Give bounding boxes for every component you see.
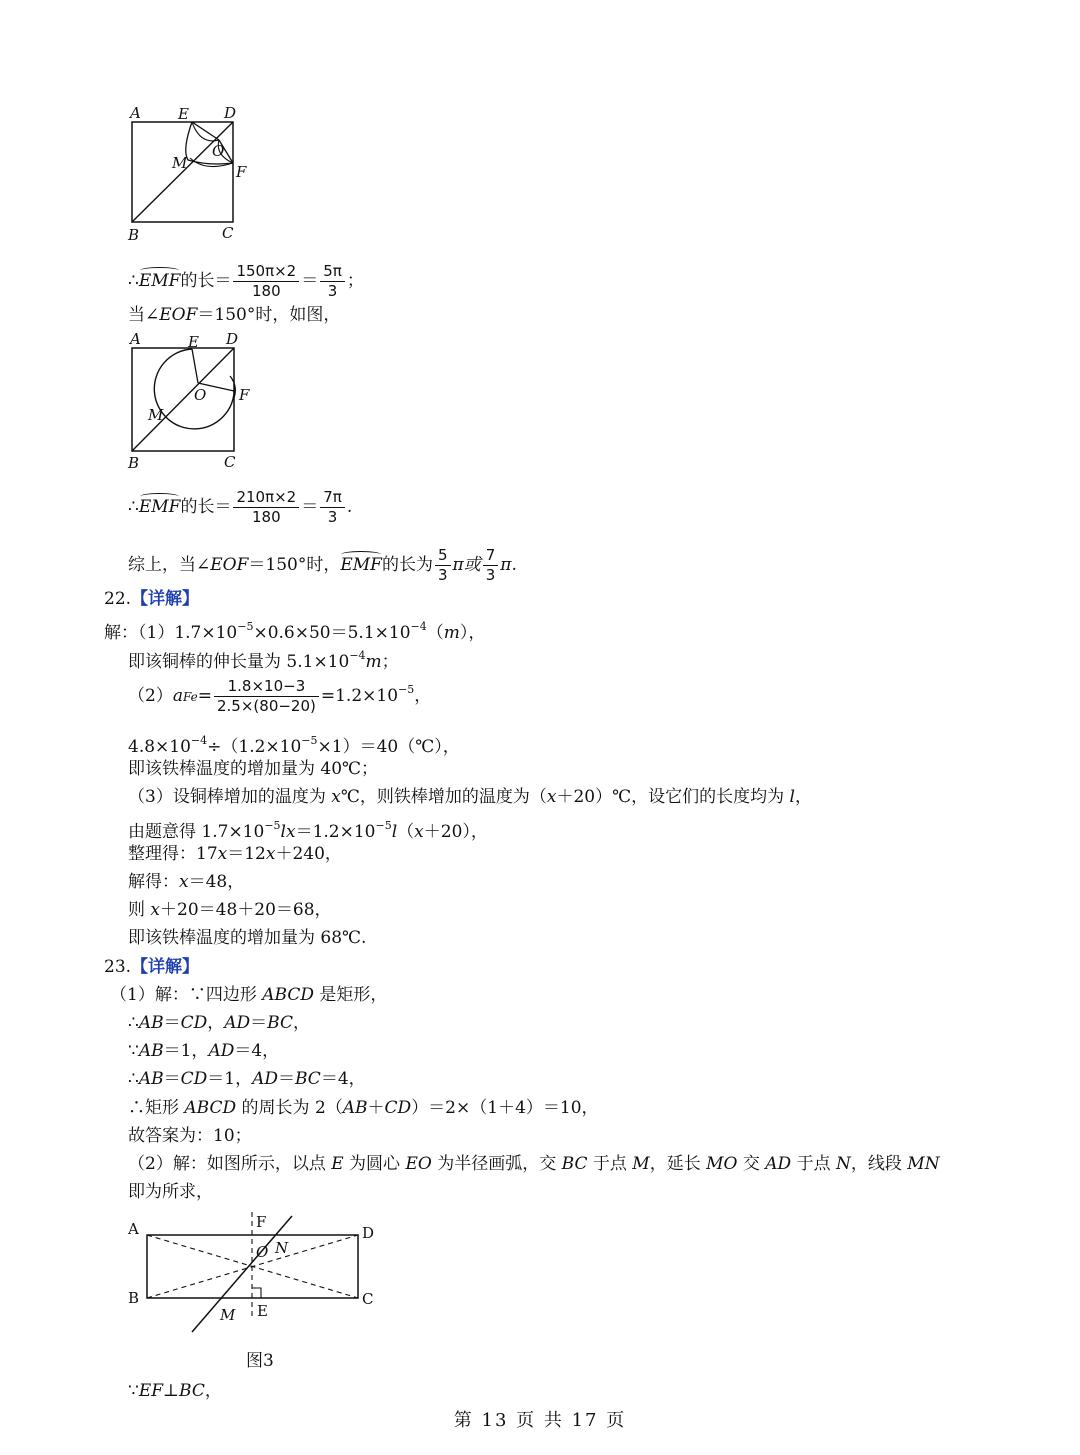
q23-line4: ∴AB＝CD＝1，AD＝BC＝4，: [128, 1069, 366, 1089]
fig2-label-C: C: [224, 453, 236, 471]
q22-line7: 由题意得 $1.7\times 10^{-5}lx=1.2\times 10^{-5}l(x+20)$，: [128, 819, 488, 842]
fraction: $\frac{150\pi\times 2}{180}$: [233, 262, 299, 301]
fig3-label-A: A: [128, 1220, 139, 1238]
figure-square-2: [120, 326, 265, 476]
fig1-label-C: C: [222, 224, 234, 242]
q23-line2: ∴AB＝CD，AD＝BC，: [128, 1013, 310, 1033]
fig1-label-B: B: [128, 226, 140, 244]
fig3-label-B: B: [128, 1289, 140, 1307]
figure-square-1: [120, 100, 260, 250]
q21-line1: ∴EMF的长＝ $\frac{150\pi\times 2}{180}$ ＝ $\frac{5\pi}{3}$ ；: [128, 262, 364, 300]
q22-line1: 解：$(1)1.7\times 10^{-5}\times 0.6\times 50=5.1\times 10^{-4}(m)$，: [104, 620, 486, 643]
page-footer: 第 13 页 共 17 页: [453, 1410, 627, 1431]
fraction: $\frac{7\pi}{3}$: [320, 488, 345, 527]
fig2-label-F: F: [239, 386, 250, 404]
q22-line10: 则 x＋20＝48＋20＝68，: [128, 900, 332, 920]
q23-line3: ∵AB＝1，AD＝4，: [128, 1041, 280, 1061]
arc-emf: EMF: [340, 555, 382, 575]
q23-line9: ∵EF⊥BC，: [128, 1381, 222, 1401]
q22-line4: $4.8\times 10^{-4}\div(1.2\times 10^{-5}\times 1)=40(℃)$，: [128, 734, 460, 757]
q22-line8: 整理得：17x＝12x＋240，: [128, 844, 342, 864]
figure-rectangle-3: [118, 1208, 388, 1378]
fraction: $\frac{5\pi}{3}$: [320, 262, 345, 301]
q21-conclusion: 综上，当∠EOF＝150°时，EMF的长为 $\frac{5}{3}$ π或 $\frac{7}{3}$ π.: [128, 546, 517, 584]
fig1-label-D: D: [224, 104, 237, 122]
q23-heading: 23.【详解】: [104, 957, 200, 977]
fraction: $\frac{1.8\times 10-3}{2.5\times(80-20)}$: [214, 677, 319, 716]
q23-line6: 故答案为：10；: [128, 1126, 252, 1146]
q22-heading: 22.【详解】: [104, 589, 200, 609]
fig2-label-A: A: [130, 330, 141, 348]
q22-line5: 即该铁棒温度的增加量为 40℃；: [128, 759, 379, 779]
fig2-label-B: B: [128, 454, 140, 472]
fraction: $\frac{5}{3}$: [435, 546, 451, 585]
q23-line7: （2）解：如图所示，以点 E 为圆心 EO 为半径画弧，交 BC 于点 M，延长 MO 交 AD 于点 N，线段 MN: [128, 1154, 940, 1174]
fig3-label-C: C: [362, 1290, 374, 1308]
arc-emf: EMF: [138, 271, 181, 291]
fig1-label-E: E: [178, 105, 189, 123]
fraction: $\frac{7}{3}$: [483, 546, 499, 585]
q21-line2: 当∠EOF＝150°时，如图，: [128, 305, 341, 325]
fig2-label-D: D: [226, 330, 239, 348]
fig3-caption: 图3: [246, 1351, 274, 1371]
fig3-label-N: N: [275, 1239, 289, 1257]
q22-line3: （2）aFe= $\frac{1.8\times 10-3}{2.5\times(80-20)}$ $=1.2\times 10^{-5}$，: [128, 677, 432, 715]
arc-emf: EMF: [138, 497, 181, 517]
fig2-label-M: M: [148, 406, 164, 424]
fig1-label-F: F: [236, 163, 247, 181]
q21-line3: ∴EMF的长＝ $\frac{210\pi\times 2}{180}$ ＝ $\frac{7\pi}{3}$ .: [128, 488, 353, 526]
q22-line6: （3）设铜棒增加的温度为 x℃，则铁棒增加的温度为（x＋20）℃，设它们的长度均为 l，: [128, 787, 812, 807]
q23-line1: （1）解：∵四边形 ABCD 是矩形，: [110, 985, 388, 1005]
fig3-label-O: O: [256, 1243, 269, 1261]
q22-line2: 即该铜棒的伸长量为 $5.1\times 10^{-4}m$；: [128, 649, 399, 672]
q23-line5: ∴矩形 ABCD 的周长为 2（AB＋CD）＝2×（1＋4）＝10，: [128, 1098, 599, 1118]
fig1-label-O: O: [212, 142, 225, 160]
q23-line8: 即为所求，: [128, 1182, 213, 1202]
fig3-label-F: F: [256, 1213, 267, 1231]
fig2-label-O: O: [194, 386, 207, 404]
fig3-label-E: E: [257, 1302, 268, 1320]
fig3-label-M: M: [220, 1306, 236, 1324]
fig2-label-E: E: [188, 333, 199, 351]
fig1-label-M: M: [172, 154, 188, 172]
fig3-label-D: D: [362, 1224, 375, 1242]
fig1-label-A: A: [130, 104, 141, 122]
q22-line9: 解得：x＝48，: [128, 872, 245, 892]
q22-line11: 即该铁棒温度的增加量为 68℃.: [128, 928, 367, 948]
fraction: $\frac{210\pi\times 2}{180}$: [233, 488, 299, 527]
